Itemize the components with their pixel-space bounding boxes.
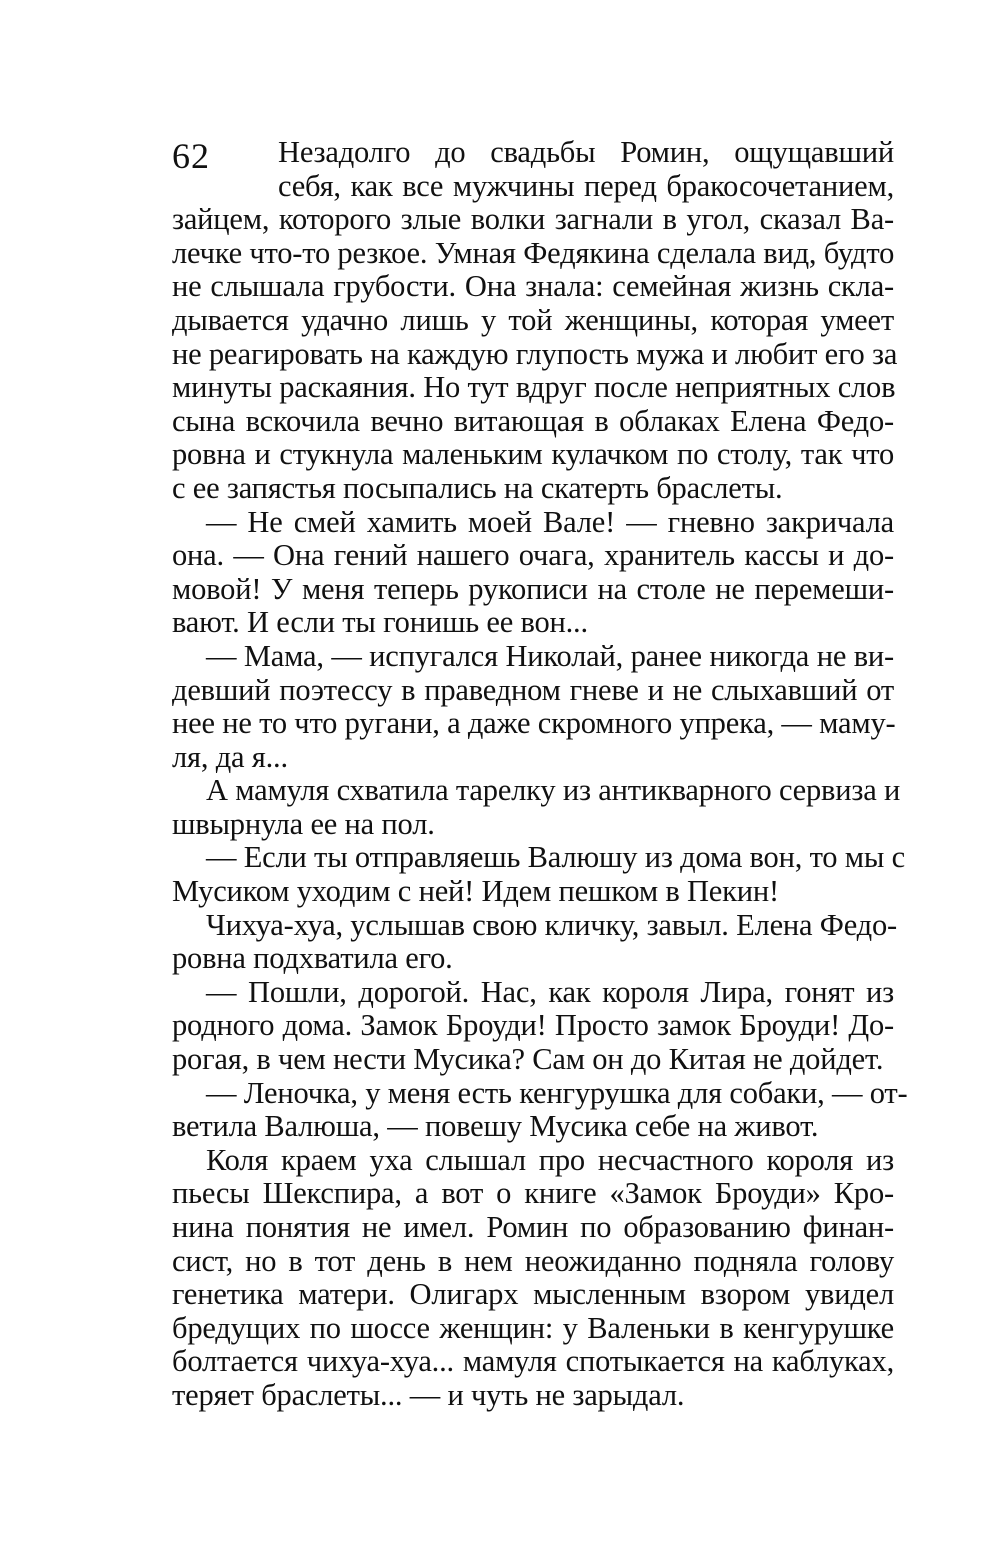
text-line: вают. И если ты гонишь ее вон... bbox=[172, 605, 588, 640]
text-line: нее не то что ругани, а даже скромного упрека, — маму- bbox=[172, 706, 896, 741]
text-line: Чихуа-хуа, услышав свою кличку, завыл. Елена Федо- bbox=[206, 907, 897, 942]
text-line: дывается удачно лишь у той женщины, которая умеет bbox=[172, 302, 894, 337]
text-line: себя, как все мужчины перед бракосочетанием, bbox=[278, 168, 894, 203]
body-text bbox=[172, 135, 908, 1413]
text-line: — Мама, — испугался Николай, ранее никогда не ви- bbox=[206, 638, 894, 673]
text-line: зайцем, которого злые волки загнали в угол, сказал Ва- bbox=[172, 202, 894, 237]
text-line: она. — Она гений нашего очага, хранитель кассы и до- bbox=[172, 538, 894, 573]
text-line: нина понятия не имел. Ромин по образованию финан- bbox=[172, 1210, 894, 1244]
text-line: — Не смей хамить моей Вале! — гневно закричала bbox=[206, 504, 894, 539]
text-line: швырнула ее на пол. bbox=[172, 806, 435, 841]
text-line: девший поэтессу в праведном гневе и не слыхавший от bbox=[172, 672, 894, 707]
text-line: мовой! У меня теперь рукописи на столе не перемеши- bbox=[172, 571, 894, 606]
text-line: с ее запястья посыпались на скатерть браслеты. bbox=[172, 470, 783, 505]
text-line: Мусиком уходим с ней! Идем пешком в Пекин! bbox=[172, 874, 779, 909]
text-line: болтается чихуа-хуа... мамуля спотыкается на каблуках, bbox=[172, 1344, 894, 1379]
page-number: 62 bbox=[172, 136, 210, 176]
text-line: рогая, в чем нести Мусика? Сам он до Китая не дойдет. bbox=[172, 1042, 884, 1077]
text-line: минуты раскаяния. Но тут вдруг после неприятных слов bbox=[172, 370, 896, 405]
text-line: родного дома. Замок Броуди! Просто замок Броуди! До- bbox=[172, 1008, 894, 1043]
text-line: сист, но в тот день в нем неожиданно подняла голову bbox=[172, 1243, 894, 1278]
text-line: не слышала грубости. Она знала: семейная жизнь скла- bbox=[172, 269, 894, 304]
text-line: бредущих по шоссе женщин: у Валеньки в кенгурушке bbox=[172, 1310, 894, 1345]
text-line: пьесы Шекспира, а вот о книге «Замок Броуди» Кро- bbox=[172, 1176, 894, 1211]
text-line: генетика матери. Олигарх мысленным взором увидел bbox=[172, 1277, 894, 1312]
text-line: — Леночка, у меня есть кенгурушка для собаки, — от- bbox=[206, 1075, 908, 1110]
text-line: А мамуля схватила тарелку из антикварного сервиза и bbox=[206, 773, 901, 808]
text-line: теряет браслеты... — и чуть не зарыдал. bbox=[172, 1377, 685, 1412]
text-line: Незадолго до свадьбы Ромин, ощущавший bbox=[278, 135, 894, 169]
text-line: ровна подхватила его. bbox=[172, 941, 453, 976]
text-line: Коля краем уха слышал про несчастного короля из bbox=[206, 1142, 894, 1177]
text-line: не реагировать на каждую глупость мужа и любит его за bbox=[172, 336, 898, 371]
text-line: — Если ты отправляешь Валюшу из дома вон, то мы с bbox=[206, 840, 905, 875]
text-line: ветила Валюша, — повешу Мусика себе на живот. bbox=[172, 1109, 819, 1144]
text-line: лечке что-то резкое. Умная Федякина сделала вид, будто bbox=[172, 235, 895, 270]
text-line: ля, да я... bbox=[172, 739, 288, 774]
text-line: сына вскочила вечно витающая в облаках Елена Федо- bbox=[172, 403, 894, 438]
text-line: — Пошли, дорогой. Нас, как короля Лира, гонят из bbox=[206, 974, 894, 1009]
text-line: ровна и стукнула маленьким кулачком по столу, так что bbox=[172, 437, 894, 472]
